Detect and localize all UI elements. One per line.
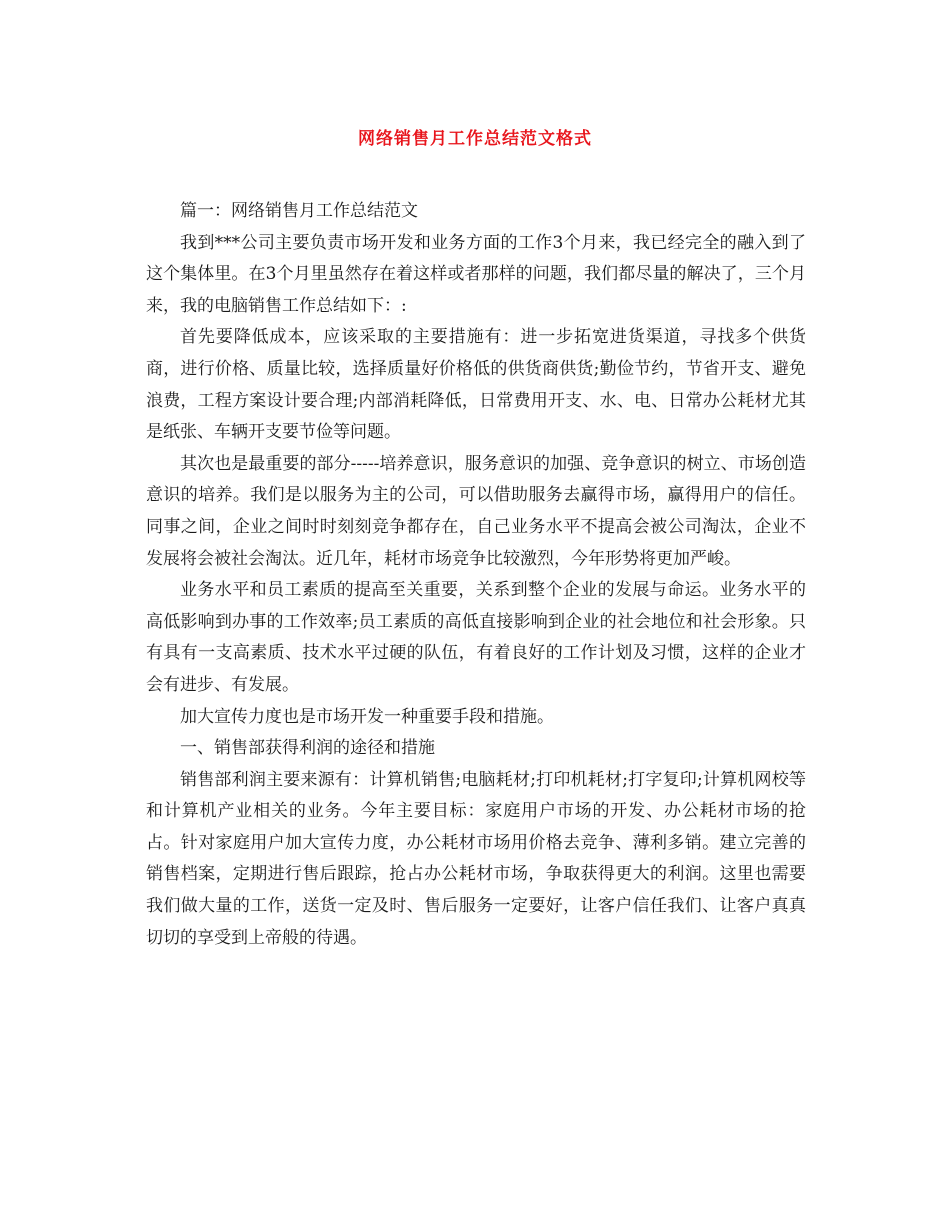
paragraph-subheading-profit: 一、销售部获得利润的途径和措施 [180, 738, 435, 759]
document-title: 网络销售月工作总结范文格式 [358, 129, 592, 149]
paragraph-profit-sources: 销售部利润主要来源有：计算机销售;电脑耗材;打印机耗材;打字复印;计算机网校等和计算机产业相关的业务。今年主要目标：家庭用户市场的开发、办公耗材市场的抢占。针对家庭用户加大宣传力度，办公耗材市场用价格去竞争、薄利多销。建立完善的销售档案，定期进行售后跟踪，抢占办公耗材市场，争取获得更大的利润。这里也需要我们做大量的工作，送货一定及时、售后服务一定要好，让客户信任我们、让客户真真切切的享受到上帝般的待遇。 [146, 769, 806, 948]
document-body [146, 196, 806, 954]
paragraph-awareness: 其次也是最重要的部分-----培养意识，服务意识的加强、竞争意识的树立、市场创造意识的培养。我们是以服务为主的公司，可以借助服务去赢得市场，赢得用户的信任。同事之间，企业之间时时刻刻竞争都存在，自己业务水平不提高会被公司淘汰，企业不发展将会被社会淘汰。近几年，耗材市场竞争比较激烈，今年形势将更加严峻。 [146, 453, 806, 569]
paragraph-section-heading: 篇一：网络销售月工作总结范文 [180, 201, 418, 221]
paragraph-staff-quality: 业务水平和员工素质的提高至关重要，关系到整个企业的发展与命运。业务水平的高低影响到办事的工作效率;员工素质的高低直接影响到企业的社会地位和社会形象。只有具有一支高素质、技术水平过硬的队伍，有着良好的工作计划及习惯，这样的企业才会有进步、有发展。 [146, 580, 806, 695]
paragraph-cost-reduction: 首先要降低成本，应该采取的主要措施有：进一步拓宽进货渠道，寻找多个供货商，进行价格、质量比较，选择质量好价格低的供货商供货;勤俭节约，节省开支、避免浪费，工程方案设计要合理;内部消耗降低，日常费用开支、水、电、日常办公耗材尤其是纸张、车辆开支要节俭等问题。 [146, 327, 806, 443]
paragraph-publicity: 加大宣传力度也是市场开发一种重要手段和措施。 [180, 706, 554, 727]
paragraph-intro: 我到***公司主要负责市场开发和业务方面的工作3个月来，我已经完全的融入到了这个集体里。在3个月里虽然存在着这样或者那样的问题，我们都尽量的解决了，三个月来，我的电脑销售工作总结如下：: [146, 232, 806, 316]
